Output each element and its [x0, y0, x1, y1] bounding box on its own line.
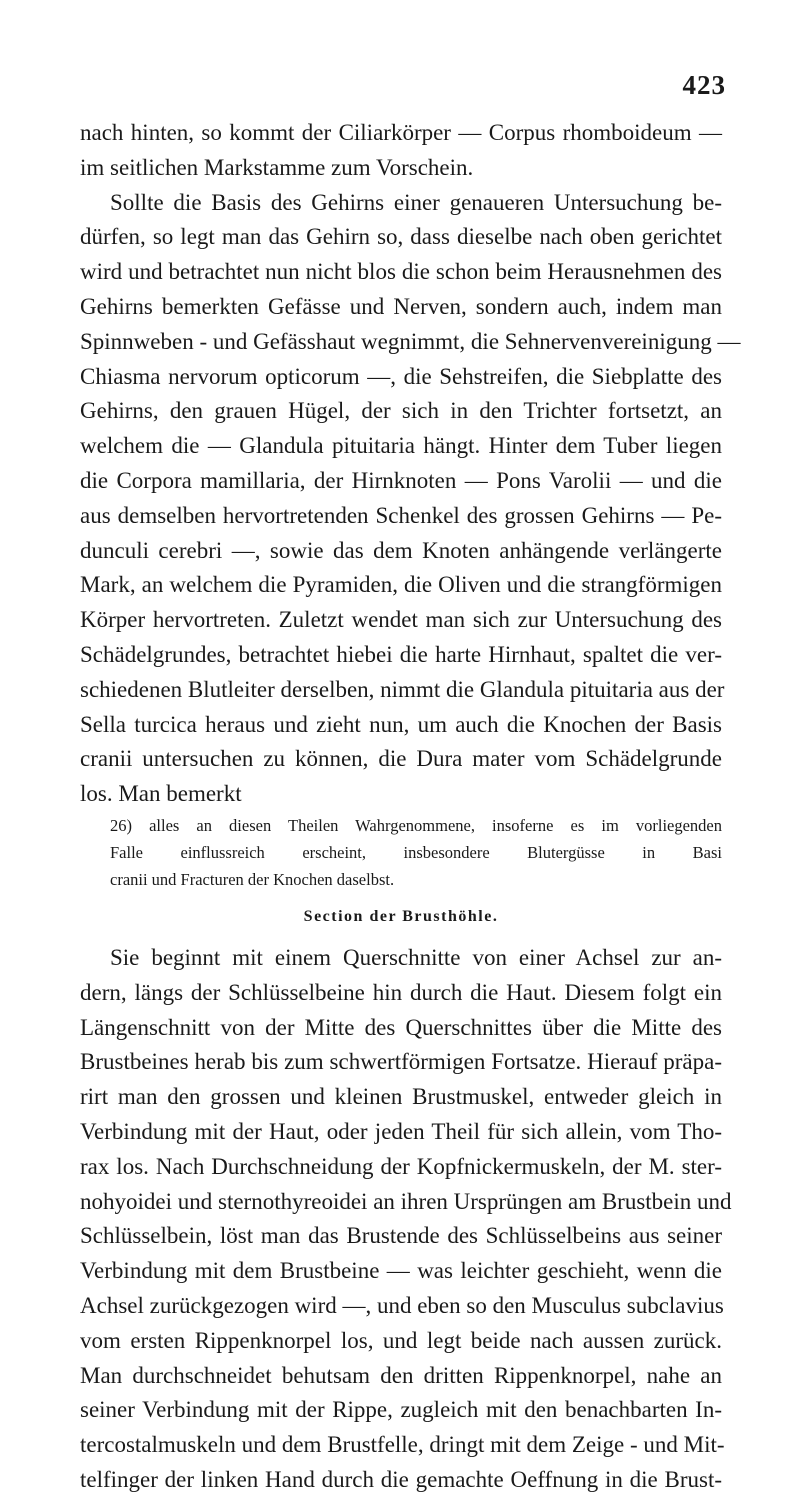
paragraph-brusthoehle — [80, 941, 732, 1498]
text-line: im seitlichen Markstamme zum Vorschein. — [80, 154, 474, 180]
text-line: cranii untersuchen zu können, die Dura mater vom Schädelgrunde — [80, 746, 722, 772]
footnote-26 — [80, 812, 722, 893]
text-line: dunculi cerebri —, sowie das dem Knoten anhängende verlängerte — [80, 537, 722, 563]
text-line: nohyoidei und sternothyreoidei an ihren Ursprüngen am Brustbein und — [80, 1188, 732, 1214]
text-line: rax los. Nach Durchschneidung der Kopfnickermuskeln, der M. ster- — [80, 1153, 722, 1179]
text-line: Sollte die Basis des Gehirns einer genaueren Untersuchung be- — [110, 189, 722, 215]
text-line: dern, längs der Schlüsselbeine hin durch die Haut. Diesem folgt ein — [80, 979, 722, 1005]
text-line: Schädelgrundes, betrachtet hiebei die harte Hirnhaut, spaltet die ver- — [80, 641, 722, 667]
text-line: 26) alles an diesen Theilen Wahrgenommene, insoferne es im vorliegenden — [110, 815, 722, 835]
text-line: Sella turcica heraus und zieht nun, um auch die Knochen der Basis — [80, 711, 722, 737]
text-line: Chiasma nervorum opticorum —, die Sehstreifen, die Siebplatte des — [80, 363, 722, 389]
text-line: Mark, an welchem die Pyramiden, die Oliven und die strangförmigen — [80, 572, 722, 598]
text-line: welchem die — Glandula pituitaria hängt. Hinter dem Tuber liegen — [80, 433, 722, 459]
text-line: aus demselben hervortretenden Schenkel des grossen Gehirns — Pe- — [80, 502, 722, 528]
text-line: Verbindung mit der Haut, oder jeden Theil für sich allein, vom Tho- — [80, 1118, 722, 1144]
text-line: rirt man den grossen und kleinen Brustmuskel, entweder gleich in — [80, 1084, 722, 1110]
text-line: Gehirns bemerkten Gefässe und Nerven, sondern auch, indem man — [80, 293, 722, 319]
page-number: 423 — [682, 70, 726, 100]
text-line: Gehirns, den grauen Hügel, der sich in den Trichter fortsetzt, an — [80, 398, 722, 424]
text-line: Verbindung mit dem Brustbeine — was leichter geschieht, wenn die — [80, 1258, 722, 1284]
text-line: Man durchschneidet behutsam den dritten Rippenknorpel, nahe an — [80, 1362, 722, 1388]
text-line: telfinger der linken Hand durch die gemachte Oeffnung in die Brust- — [80, 1466, 722, 1492]
text-line: nach hinten, so kommt der Ciliarkörper — Corpus rhomboideum — — [80, 120, 722, 145]
page-text — [80, 116, 741, 1498]
text-line: vom ersten Rippenknorpel los, und legt beide nach aussen zurück. — [80, 1327, 722, 1353]
text-line: Körper hervortreten. Zuletzt wendet man sich zur Untersuchung des — [80, 607, 722, 633]
text-line: die Corpora mamillaria, der Hirnknoten — Pons Varolii — und die — [80, 467, 722, 493]
paragraph-ciliarkoerper — [80, 116, 722, 186]
text-line: seiner Verbindung mit der Rippe, zugleich mit den benachbarten In- — [80, 1397, 722, 1423]
text-line: dürfen, so legt man das Gehirn so, dass dieselbe nach oben gerichtet — [80, 224, 722, 250]
text-line: los. Man bemerkt — [80, 781, 242, 807]
text-line: Schlüsselbein, löst man das Brustende des Schlüsselbeins aus seiner — [80, 1223, 722, 1249]
text-line: Achsel zurückgezogen wird —, und eben so den Musculus subclavius — [80, 1292, 724, 1318]
text-line: tercostalmuskeln und dem Brustfelle, dringt mit dem Zeige - und Mit- — [80, 1432, 725, 1458]
text-line: schiedenen Blutleiter derselben, nimmt die Glandula pituitaria aus der — [80, 676, 725, 702]
text-line: wird und betrachtet nun nicht blos die schon beim Herausnehmen des — [80, 259, 722, 285]
section-heading: Section der Brusthöhle. — [303, 907, 499, 925]
text-line: Spinnweben - und Gefässhaut wegnimmt, die Sehnervenvereinigung — — [80, 328, 741, 354]
text-line: cranii und Fracturen der Knochen daselbst. — [110, 869, 395, 889]
paragraph-basis-des-gehirns — [80, 186, 741, 812]
text-line: Falle einflussreich erscheint, insbesondere Blutergüsse in Basi — [110, 842, 722, 862]
text-line: Brustbeines herab bis zum schwertförmigen Fortsatze. Hierauf präpa- — [80, 1049, 722, 1075]
text-line: Sie beginnt mit einem Querschnitte von einer Achsel zur an- — [110, 944, 722, 970]
text-line: Längenschnitt von der Mitte des Querschnittes über die Mitte des — [80, 1014, 722, 1040]
